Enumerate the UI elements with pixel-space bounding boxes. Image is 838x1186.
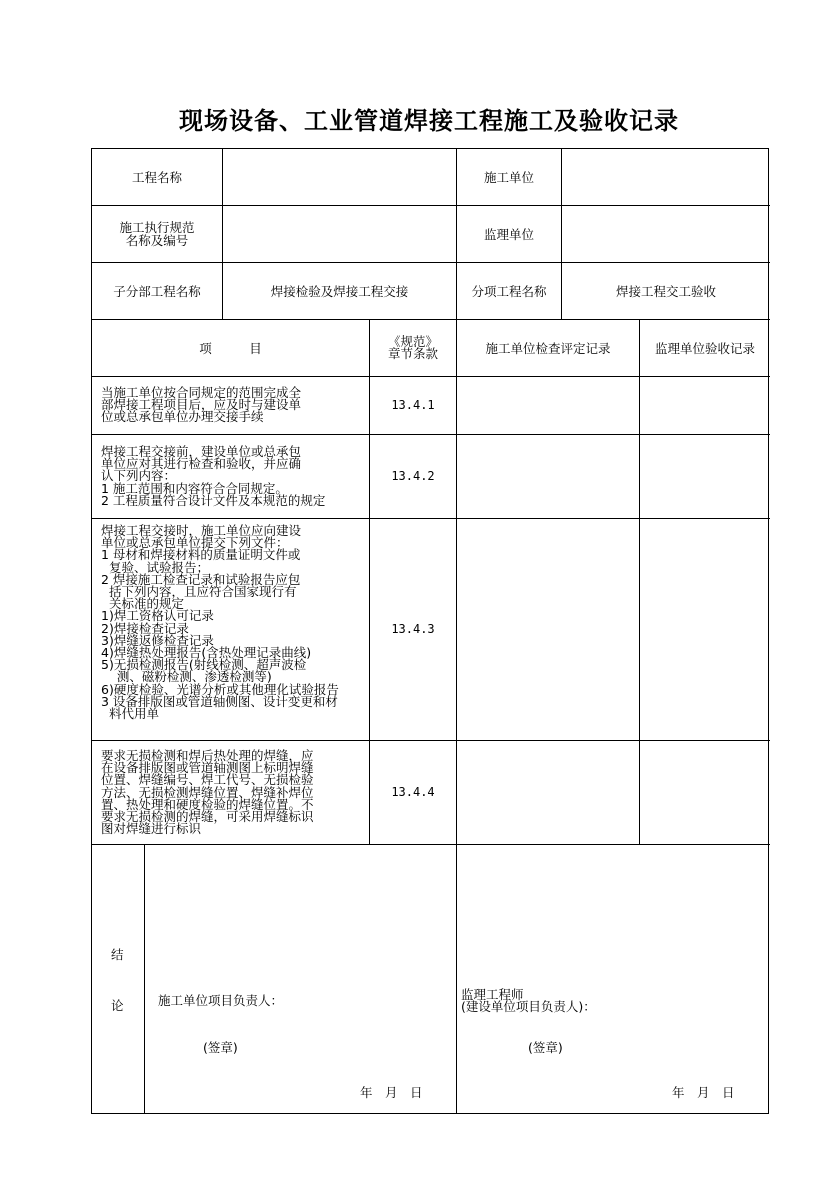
supervisor-accept-cell[interactable]: [640, 519, 770, 740]
item-text: 要求无损检测和焊后热处理的焊缝，应 在设备排版图或管道轴测图上标明焊缝 位置、焊缝编号、焊工代号、无损检验 方法、无损检测焊缝位置、焊缝补焊位 置、热处理和硬度检验的焊缝位置。不 要求无损检测的焊缝，可采用焊缝标识 图对焊缝进行标识: [101, 748, 314, 837]
item-text: 焊接工程交接时，施工单位应向建设 单位或总承包单位提交下列文件： 1 母材和焊接材料的质量证明文件或 复验、试验报告； 2 焊接施工检查记录和试验报告应包 括下列内容，且应符合国家现行有 关标准的规定 1)焊工资格认可记录 2)焊接检查记录 3)焊缝返修检查记录 4)焊缝热处理报告(含热处理记录曲线) 5)无损检测报告(射线检测、超声波检 测、磁粉检测、渗透检测等) 6)硬度检验、光谱分析或其他理化试验报告 3 设备排版图或管道轴侧图、设计变更和材 料代用单: [101, 523, 339, 722]
item-text: 焊接工程交接前，建设单位或总承包 单位应对其进行检查和验收，并应确 认下列内容： 1 施工范围和内容符合合同规定。 2 工程质量符合设计文件及本规范的规定: [101, 444, 326, 508]
conclusion-label: 结: [111, 947, 124, 962]
supervisor-date[interactable]: 年 月 日: [672, 1085, 735, 1100]
column-header-clause: 《规范》 章节条款: [387, 334, 438, 361]
conclusion-label: 论: [111, 998, 124, 1013]
construction-unit-value[interactable]: [562, 149, 770, 205]
item-text: 当施工单位按合同规定的范围完成全 部焊接工程项目后，应及时与建设单 位或总承包单位办理交接手续: [101, 385, 302, 425]
page-title: 现场设备、工业管道焊接工程施工及验收记录: [179, 107, 679, 135]
supervisor-accept-cell[interactable]: [640, 741, 770, 844]
supervisor-signer-label: 监理工程师 (建设单位项目负责人)：: [461, 987, 596, 1014]
project-name-value[interactable]: [223, 149, 456, 205]
contractor-check-cell[interactable]: [457, 741, 639, 844]
item-clause: 13.4.3: [391, 622, 435, 636]
contractor-seal[interactable]: (签章): [203, 1040, 238, 1055]
inspection-form: [91, 148, 769, 1114]
supervisor-seal[interactable]: (签章): [528, 1040, 563, 1055]
construction-unit-label: 施工单位: [483, 169, 534, 185]
item-clause: 13.4.1: [391, 398, 435, 412]
contractor-check-cell[interactable]: [457, 435, 639, 518]
column-header-contractor-check: 施工单位检查评定记录: [485, 340, 611, 356]
supervision-unit-label: 监理单位: [483, 226, 534, 242]
contractor-check-cell[interactable]: [457, 519, 639, 740]
grid-line: [144, 844, 145, 1114]
supervision-unit-value[interactable]: [562, 206, 770, 262]
sub-item-value[interactable]: 焊接工程交工验收: [615, 283, 716, 299]
sub-division-label: 子分部工程名称: [113, 283, 201, 299]
column-header-item: 项 目: [199, 340, 262, 356]
sub-item-label: 分项工程名称: [471, 283, 547, 299]
contractor-check-cell[interactable]: [457, 377, 639, 434]
project-name-label: 工程名称: [131, 169, 182, 185]
item-clause: 13.4.4: [391, 785, 435, 799]
spec-label: 施工执行规范 名称及编号: [119, 220, 195, 248]
supervisor-accept-cell[interactable]: [640, 435, 770, 518]
grid-line: [456, 844, 457, 1114]
column-header-supervisor-accept: 监理单位验收记录: [654, 340, 755, 356]
contractor-signer-label: 施工单位项目负责人：: [158, 993, 284, 1008]
supervisor-accept-cell[interactable]: [640, 377, 770, 434]
grid-line: [92, 844, 770, 845]
item-clause: 13.4.2: [391, 469, 435, 483]
sub-division-value[interactable]: 焊接检验及焊接工程交接: [270, 283, 409, 299]
contractor-date[interactable]: 年 月 日: [360, 1085, 423, 1100]
spec-value[interactable]: [223, 206, 456, 262]
